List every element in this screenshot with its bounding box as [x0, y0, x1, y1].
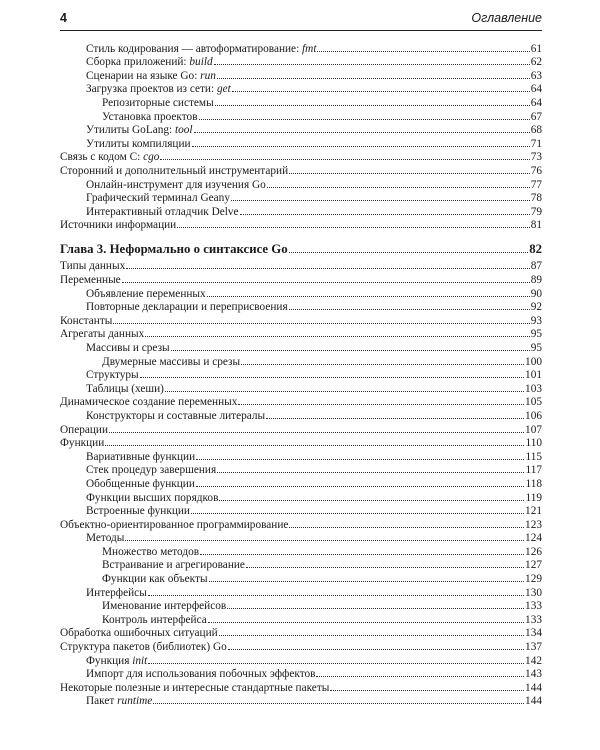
toc-entry-text: Таблицы (хеши)	[86, 382, 164, 395]
dot-leader	[105, 445, 524, 446]
dot-leader	[232, 91, 530, 92]
toc-page-number: 95	[530, 328, 542, 341]
toc-entry[interactable]	[60, 639, 542, 653]
toc-entry-title	[86, 124, 193, 136]
dot-leader	[207, 296, 530, 297]
toc-page-number: 130	[525, 586, 542, 599]
toc-page-number: 118	[525, 477, 542, 490]
running-header	[60, 10, 542, 31]
toc-entry-title	[86, 668, 315, 680]
toc-entry-text: Константы	[60, 314, 113, 327]
toc-page-number: 110	[525, 437, 542, 450]
toc-entry-text: Обобщенные функции	[86, 477, 195, 490]
toc-entry-text: Стек процедур завершения	[86, 464, 217, 477]
toc-entry[interactable]	[60, 313, 542, 327]
toc-page-number: 133	[525, 600, 542, 613]
toc-entry[interactable]	[60, 517, 542, 531]
toc-page-number: 92	[530, 301, 542, 314]
toc-entry-text: Конструкторы и составные литералы	[86, 409, 266, 422]
toc-entry-title	[86, 301, 288, 313]
toc-entry-title	[60, 274, 121, 286]
dot-leader	[267, 187, 530, 188]
toc-entry-title	[60, 424, 108, 436]
toc-entry-text: Функция	[86, 654, 133, 667]
toc-entry[interactable]	[60, 667, 542, 681]
dot-leader	[148, 595, 524, 596]
toc-page-number: 115	[525, 450, 542, 463]
toc-entry-code-term: run	[200, 69, 216, 82]
toc-entry-title	[60, 242, 288, 256]
toc-entry-text: Массивы и срезы	[86, 341, 170, 354]
toc-entry-text: Импорт для использования побочных эффектов	[86, 668, 316, 681]
toc-entry[interactable]	[60, 395, 542, 409]
dot-leader	[219, 635, 524, 636]
toc-entry[interactable]	[60, 300, 542, 314]
toc-page-number: 62	[530, 56, 542, 69]
toc-entry-title	[60, 219, 176, 231]
dot-leader	[289, 309, 530, 310]
dot-leader	[192, 146, 530, 147]
toc-entry[interactable]	[60, 612, 542, 626]
toc-entry-title	[60, 396, 237, 408]
toc-page-number: 77	[530, 178, 542, 191]
toc-page-number: 64	[530, 83, 542, 96]
dot-leader	[109, 432, 524, 433]
toc-page-number: 121	[525, 505, 542, 518]
toc-entry[interactable]	[60, 694, 542, 708]
toc-page-number: 101	[525, 369, 542, 382]
toc-page-number: 106	[525, 409, 542, 422]
dot-leader	[177, 227, 529, 228]
toc-entry-text: Интерактивный отладчик Delve	[86, 205, 239, 218]
toc-entry-title	[86, 56, 213, 68]
toc-entry-title	[102, 111, 198, 123]
toc-entry[interactable]	[60, 490, 542, 504]
toc-entry-title	[102, 614, 207, 626]
toc-entry[interactable]	[60, 286, 542, 300]
toc-page-number: 119	[525, 491, 542, 504]
toc-entry-title	[86, 70, 216, 82]
dot-leader	[148, 663, 524, 664]
toc-entry[interactable]	[60, 653, 542, 667]
table-of-contents	[60, 41, 542, 707]
toc-entry[interactable]	[60, 680, 542, 694]
toc-entry[interactable]	[60, 436, 542, 450]
toc-entry-title	[60, 165, 288, 177]
dot-leader	[171, 350, 530, 351]
toc-entry-title	[86, 138, 191, 150]
dot-leader	[200, 554, 524, 555]
dot-leader	[145, 336, 529, 337]
toc-page-number: 67	[530, 110, 542, 123]
toc-entry[interactable]	[60, 626, 542, 640]
toc-page-number: 126	[525, 545, 542, 558]
toc-entry-text: Графический терминал Geany	[86, 192, 230, 205]
toc-page-number: 89	[530, 274, 542, 286]
toc-entry[interactable]	[60, 150, 542, 164]
dot-leader	[289, 527, 524, 528]
toc-entry-title	[60, 437, 104, 449]
toc-entry-text: Встроенные функции	[86, 505, 190, 518]
toc-entry-text: Некоторые полезные и интересные стандартные пакеты	[60, 681, 330, 694]
toc-page-number: 78	[530, 192, 542, 205]
toc-entry-title	[86, 451, 195, 463]
toc-entry-text: Стиль кодирования — автоформатирование:	[86, 42, 303, 55]
toc-entry[interactable]	[60, 68, 542, 82]
toc-entry-title	[102, 600, 226, 612]
toc-entry-text: Повторные декларации и переприсвоения	[86, 301, 288, 314]
toc-entry-title	[102, 573, 208, 585]
toc-entry-text: Объектно-ориентированное программирование	[60, 518, 289, 531]
dot-leader	[289, 252, 529, 253]
toc-entry[interactable]	[60, 408, 542, 422]
toc-page-number: 64	[530, 96, 542, 109]
page-number: 4	[60, 11, 67, 25]
toc-entry[interactable]	[60, 218, 542, 232]
toc-page-number: 137	[525, 641, 542, 654]
toc-entry-text: Сторонний и дополнительный инструментарий	[60, 164, 289, 177]
toc-entry[interactable]	[60, 463, 542, 477]
toc-entry-title	[60, 519, 288, 531]
toc-entry-title	[86, 288, 206, 300]
dot-leader	[227, 608, 524, 609]
dot-leader	[228, 649, 524, 650]
toc-entry-title	[102, 97, 214, 109]
toc-entry[interactable]	[60, 41, 542, 55]
dot-leader	[217, 78, 530, 79]
toc-page-number: 123	[525, 518, 542, 531]
toc-page-number: 87	[530, 260, 542, 273]
toc-page-number: 127	[525, 559, 542, 572]
toc-entry[interactable]	[60, 531, 542, 545]
toc-entry-code-term: get	[216, 83, 231, 96]
toc-entry-text: Функции как объекты	[102, 573, 208, 586]
toc-entry-title	[86, 587, 147, 599]
toc-entry-title	[86, 695, 152, 707]
toc-page-number: 71	[530, 137, 542, 150]
toc-entry-text: Утилиты GoLang:	[86, 124, 175, 137]
toc-entry-title	[102, 546, 199, 558]
toc-entry-title	[86, 464, 216, 476]
toc-entry-text: Объявление переменных	[86, 287, 206, 300]
dot-leader	[208, 622, 524, 623]
toc-entry-text: Утилиты компиляции	[86, 137, 191, 150]
dot-leader	[140, 377, 524, 378]
toc-page-number: 95	[530, 341, 542, 354]
toc-page-number: 105	[525, 396, 542, 409]
toc-page-number: 144	[525, 681, 542, 694]
toc-page-number: 93	[530, 314, 542, 327]
dot-leader	[241, 364, 524, 365]
toc-page-number: 143	[525, 668, 542, 681]
toc-entry-text: Множество методов	[102, 545, 200, 558]
toc-entry-title	[60, 328, 144, 340]
toc-page-number: 81	[530, 219, 542, 232]
toc-chapter-heading[interactable]	[60, 241, 542, 256]
dot-leader	[238, 404, 524, 405]
dot-leader	[113, 323, 529, 324]
toc-page-number: 124	[525, 532, 542, 545]
toc-entry-text: Функции	[60, 437, 105, 450]
toc-entry-title	[102, 559, 245, 571]
dot-leader	[196, 459, 524, 460]
toc-entry[interactable]	[60, 381, 542, 395]
toc-page-number: 133	[525, 613, 542, 626]
toc-entry-text: Интерфейсы	[86, 586, 147, 599]
toc-page-number: 107	[525, 423, 542, 436]
toc-entry[interactable]	[60, 136, 542, 150]
toc-entry-title	[86, 492, 218, 504]
dot-leader	[160, 159, 529, 160]
dot-leader	[126, 268, 529, 269]
dot-leader	[165, 391, 524, 392]
dot-leader	[125, 540, 524, 541]
toc-entry-title	[86, 83, 231, 95]
toc-page-number: 144	[525, 695, 542, 708]
toc-entry-title	[60, 641, 227, 653]
dot-leader	[330, 690, 524, 691]
toc-entry-text: Источники информации	[60, 219, 177, 232]
toc-entry[interactable]	[60, 422, 542, 436]
toc-entry-title	[60, 151, 159, 163]
toc-entry[interactable]	[60, 327, 542, 341]
dot-leader	[194, 132, 530, 133]
toc-entry-text: Вариативные функции	[86, 450, 196, 463]
toc-entry-text: Репозиторные системы	[102, 96, 214, 109]
running-title: Оглавление	[471, 11, 542, 25]
toc-entry[interactable]	[60, 55, 542, 69]
toc-entry-text: Операции	[60, 423, 109, 436]
toc-entry[interactable]	[60, 476, 542, 490]
toc-entry-title	[86, 192, 230, 204]
toc-page-number: 73	[530, 151, 542, 164]
toc-entry-text: Сценарии на языке Go:	[86, 69, 201, 82]
toc-entry-title	[60, 682, 329, 694]
toc-entry-text: Глава 3. Неформально о синтаксисе Go	[60, 242, 288, 257]
toc-entry-text: Типы данных	[60, 260, 126, 273]
toc-page-number: 61	[530, 42, 542, 55]
toc-entry[interactable]	[60, 272, 542, 286]
dot-leader	[289, 173, 530, 174]
dot-leader	[153, 703, 524, 704]
toc-page-number: 142	[525, 654, 542, 667]
dot-leader	[266, 418, 524, 419]
toc-entry-text: Контроль интерфейса	[102, 613, 207, 626]
toc-entry[interactable]	[60, 95, 542, 109]
toc-entry[interactable]	[60, 204, 542, 218]
toc-entry-text: Структура пакетов (библиотек) Go	[60, 641, 227, 654]
toc-entry-text: Пакет	[86, 695, 118, 708]
toc-entry[interactable]	[60, 571, 542, 585]
dot-leader	[209, 581, 524, 582]
toc-entry[interactable]	[60, 191, 542, 205]
toc-entry-title	[86, 383, 164, 395]
dot-leader	[214, 64, 530, 65]
dot-leader	[191, 513, 524, 514]
dot-leader	[231, 200, 530, 201]
toc-entry-title	[86, 206, 239, 218]
toc-entry-text: Двумерные массивы и срезы	[102, 355, 241, 368]
toc-entry-text: Методы	[86, 532, 125, 545]
dot-leader	[217, 472, 524, 473]
toc-entry-text: Динамическое создание переменных	[60, 396, 238, 409]
toc-page-number: 68	[530, 124, 542, 137]
dot-leader	[122, 282, 530, 283]
dot-leader	[317, 51, 529, 52]
toc-page-number: 63	[530, 69, 542, 82]
toc-page-number: 100	[525, 355, 542, 368]
toc-entry-text: Сборка приложений:	[86, 56, 190, 69]
toc-entry-text: Именование интерфейсов	[102, 600, 227, 613]
toc-entry-title	[60, 315, 112, 327]
toc-entry-title	[86, 410, 265, 422]
dot-leader	[246, 567, 524, 568]
dot-leader	[316, 676, 524, 677]
toc-entry[interactable]	[60, 123, 542, 137]
toc-entry[interactable]	[60, 544, 542, 558]
toc-entry-text: Структуры	[86, 369, 139, 382]
toc-entry-code-term: init	[132, 654, 148, 667]
toc-entry[interactable]	[60, 504, 542, 518]
toc-entry-code-term: build	[189, 56, 213, 69]
toc-entry[interactable]	[60, 82, 542, 96]
toc-entry-code-term: tool	[175, 124, 193, 137]
toc-entry[interactable]	[60, 163, 542, 177]
toc-entry-title	[86, 478, 195, 490]
toc-entry[interactable]	[60, 585, 542, 599]
toc-entry-title	[102, 356, 240, 368]
toc-entry-code-term: runtime	[117, 695, 153, 708]
toc-entry-text: Функции высших порядков	[86, 491, 219, 504]
toc-entry-title	[86, 532, 124, 544]
toc-entry-title	[86, 342, 170, 354]
toc-page-number: 90	[530, 287, 542, 300]
toc-entry-title	[60, 627, 218, 639]
toc-entry-text: Связь с кодом С:	[60, 151, 144, 164]
toc-page-number: 134	[525, 627, 542, 640]
toc-entry-code-term: cgo	[143, 151, 160, 164]
toc-entry[interactable]	[60, 177, 542, 191]
toc-page-number: 76	[530, 164, 542, 177]
toc-entry-title	[86, 43, 316, 55]
dot-leader	[215, 105, 530, 106]
toc-entry-title	[86, 369, 139, 381]
dot-leader	[240, 214, 530, 215]
toc-entry-text: Онлайн-инструмент для изучения Go	[86, 178, 266, 191]
toc-entry-text: Переменные	[60, 274, 121, 286]
toc-entry[interactable]	[60, 558, 542, 572]
dot-leader	[199, 119, 530, 120]
toc-page-number: 103	[525, 382, 542, 395]
toc-entry-text: Обработка ошибочных ситуаций	[60, 627, 218, 640]
toc-page-number: 117	[525, 464, 542, 477]
toc-entry[interactable]	[60, 259, 542, 273]
toc-entry-text: Загрузка проектов из сети:	[86, 83, 217, 96]
toc-entry[interactable]	[60, 354, 542, 368]
toc-entry-title	[86, 505, 190, 517]
toc-page-number: 129	[525, 573, 542, 586]
toc-page-number: 82	[529, 242, 542, 257]
toc-entry[interactable]	[60, 599, 542, 613]
toc-entry-text: Встраивание и агрегирование	[102, 559, 245, 572]
toc-entry-code-term: fmt	[302, 42, 317, 55]
dot-leader	[196, 486, 525, 487]
dot-leader	[219, 500, 524, 501]
toc-entry[interactable]	[60, 109, 542, 123]
toc-entry-title	[60, 260, 125, 272]
toc-entry-text: Установка проектов	[102, 110, 198, 123]
toc-entry-title	[86, 655, 147, 667]
toc-entry-title	[86, 179, 266, 191]
toc-page-number: 79	[530, 205, 542, 218]
toc-entry[interactable]	[60, 449, 542, 463]
toc-entry-text: Агрегаты данных	[60, 328, 145, 341]
toc-entry[interactable]	[60, 340, 542, 354]
toc-entry[interactable]	[60, 368, 542, 382]
